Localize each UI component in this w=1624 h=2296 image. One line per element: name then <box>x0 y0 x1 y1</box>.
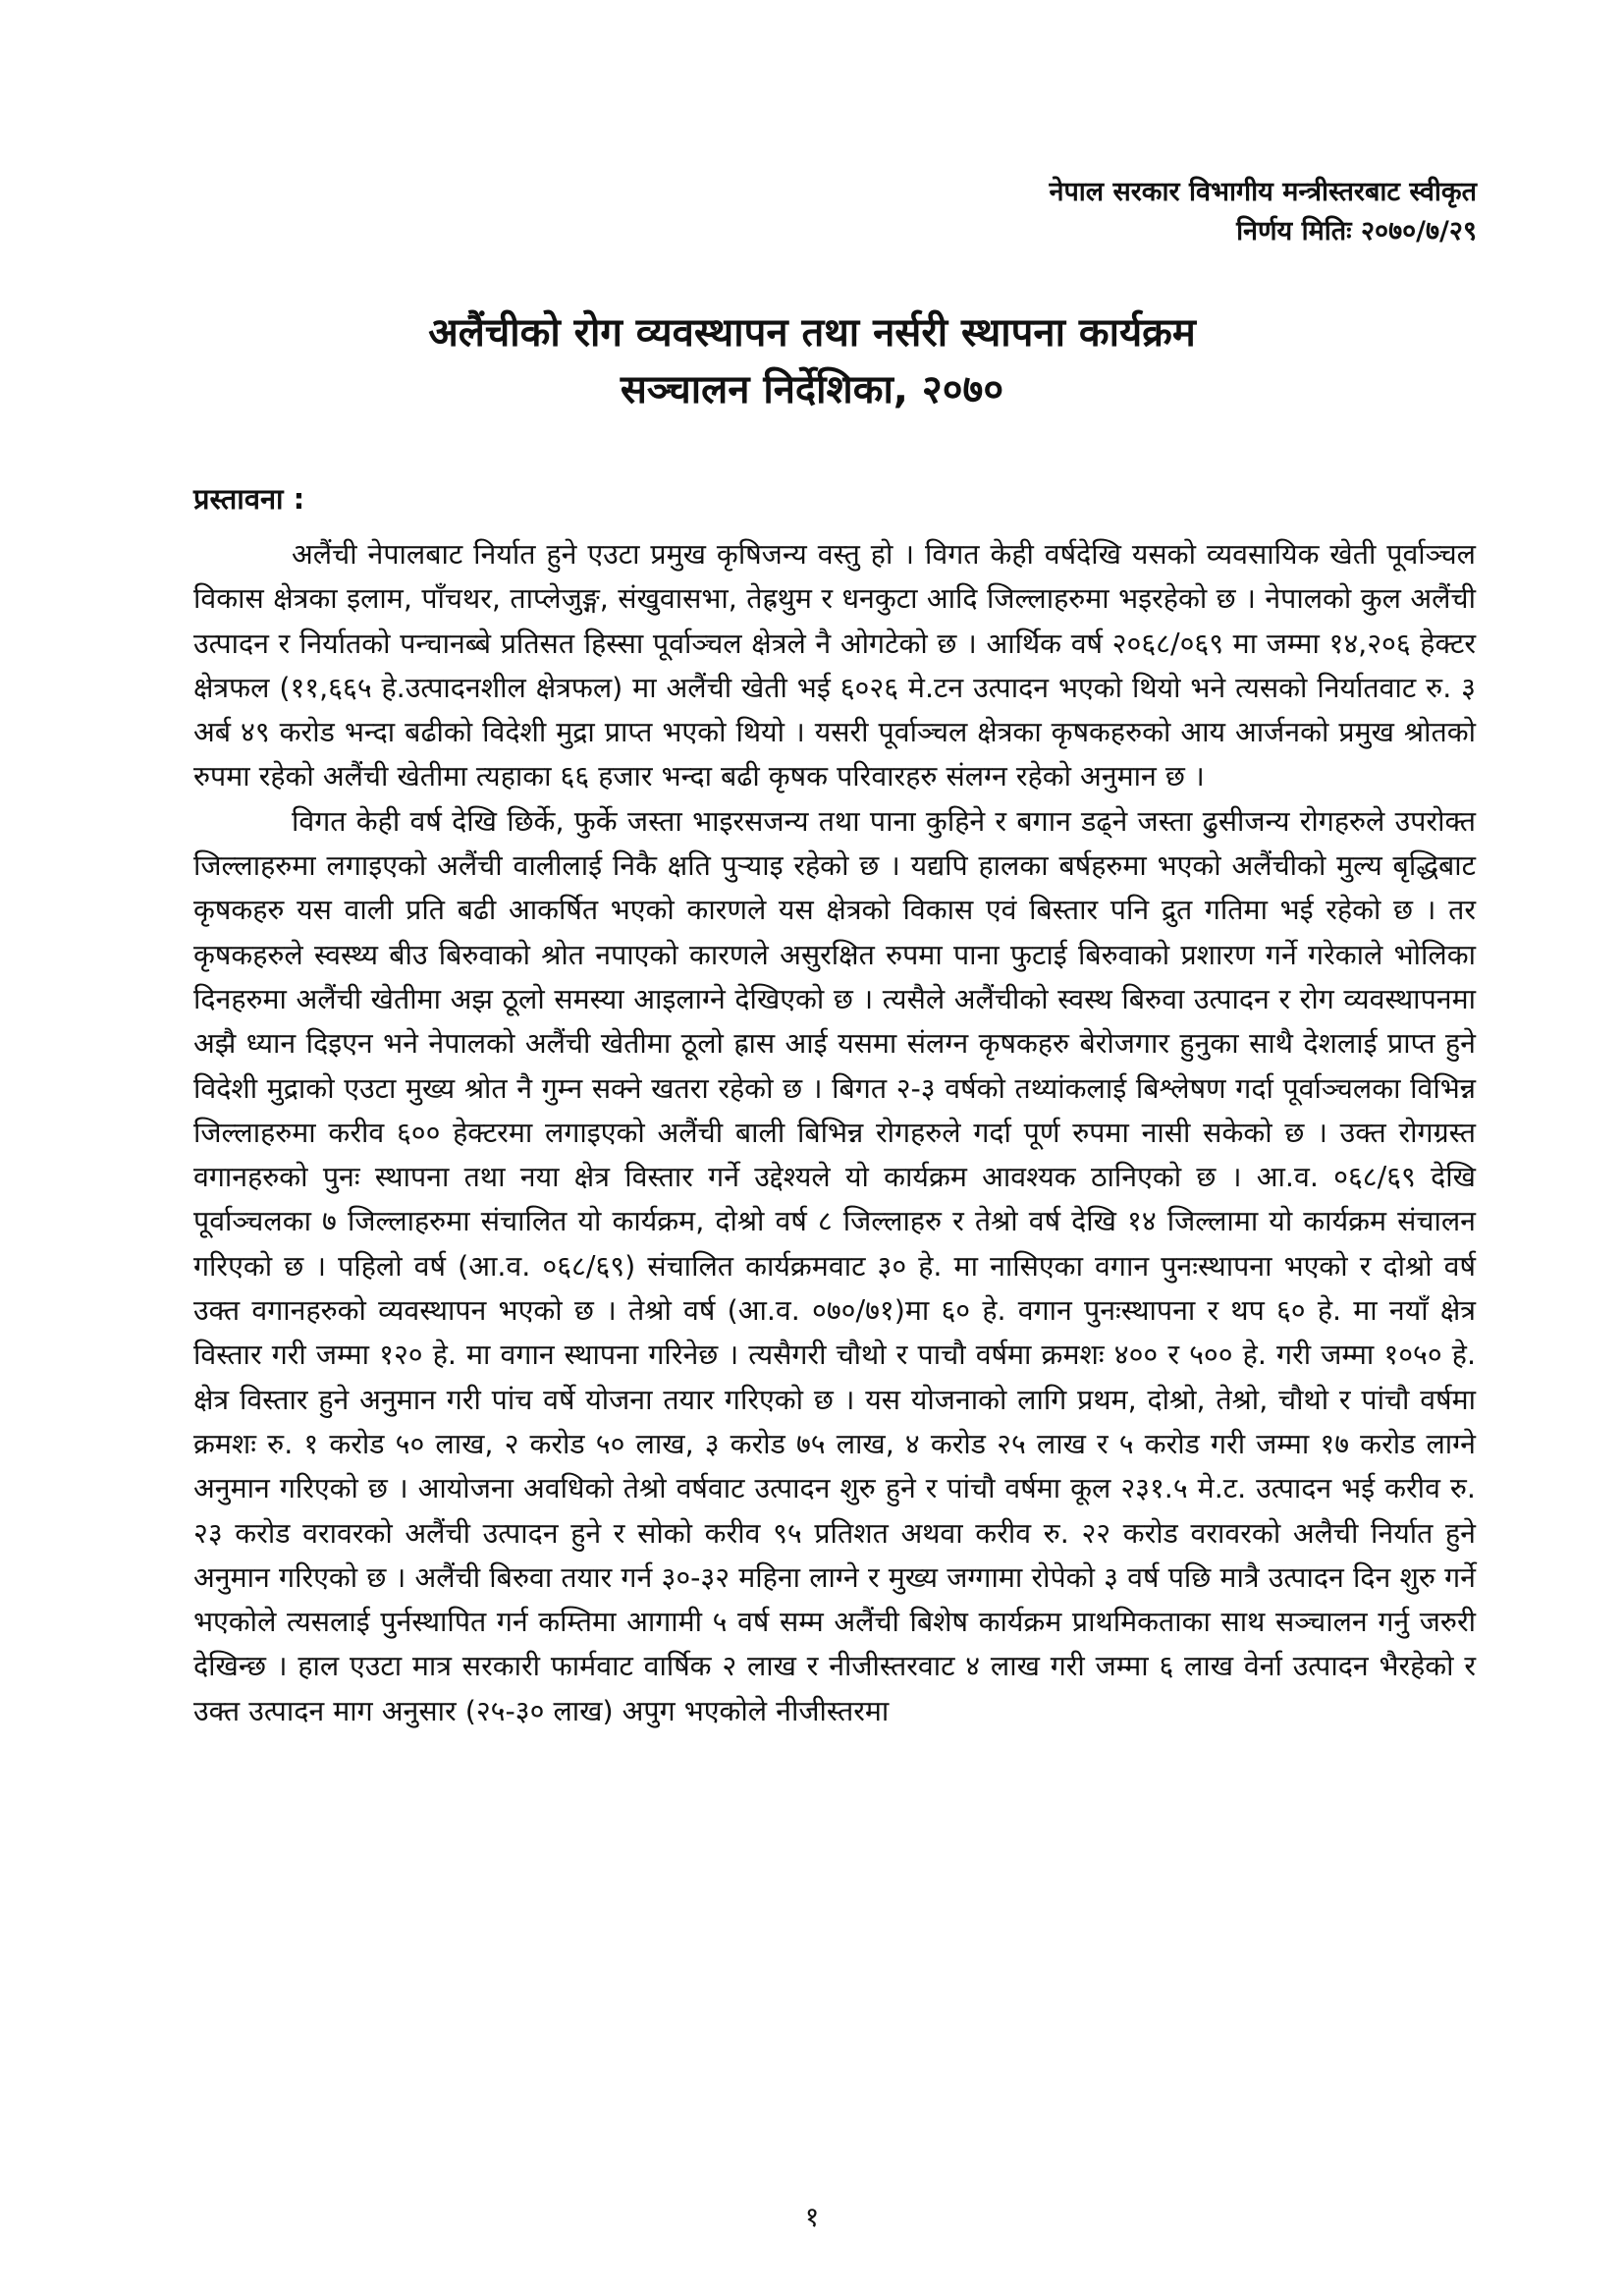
body-text <box>193 532 1476 1733</box>
document-title <box>147 304 1477 418</box>
title-line-1: अलैंचीको रोग व्यवस्थापन तथा नर्सरी स्थापना कार्यक्रम <box>428 310 1196 355</box>
approval-decision-date: निर्णय मितिः २०७०/७/२९ <box>1236 216 1477 246</box>
title-line-2: सञ्चालन निर्देशिका, २०७० <box>620 367 1004 412</box>
page-number: १ <box>804 2201 820 2233</box>
approval-line-1: नेपाल सरकार विभागीय मन्त्रीस्तरबाट स्वीकृत <box>1049 177 1477 207</box>
paragraph-2: विगत केही वर्ष देखि छिर्के, फुर्के जस्ता भाइरसजन्य तथा पाना कुहिने र बगान डढ्ने जस्ता ढुसीजन्य रोगहरुले उपरोक्त जिल्लाहरुमा लगाइएको अलैंची वालीलाई निकै क्षति पुऱ्याइ रहेको छ । यद्यपि हालका बर्षहरुमा भएको अलैंचीको मुल्य बृद्धिबाट कृषकहरु यस वाली प्रति बढी आकर्षित भएको कारणले यस क्षेत्रको विकास एवं बिस्तार पनि द्रुत गतिमा भई रहेको छ । तर कृषकहरुले स्वस्थ्य बीउ बिरुवाको श्रोत नपाएको कारणले असुरक्षित रुपमा पाना फुटाई बिरुवाको प्रशारण गर्ने गरेकाले भोलिका दिनहरुमा अलैंची खेतीमा अझ ठूलो समस्या आइलाग्ने देखिएको छ । त्यसैले अलैंचीको स्वस्थ बिरुवा उत्पादन र रोग व्यवस्थापनमा अझै ध्यान दिइएन भने नेपालको अलैंची खेतीमा ठूलो ह्रास आई यसमा संलग्न कृषकहरु बेरोजगार हुनुका साथै देशलाई प्राप्त हुने विदेशी मुद्राको एउटा मुख्य श्रोत नै गुम्न सक्ने खतरा रहेको छ । बिगत २-३ वर्षको तथ्यांकलाई बिश्लेषण गर्दा पूर्वाञ्चलका विभिन्न जिल्लाहरुमा करीव ६०० हेक्टरमा लगाइएको अलैंची बाली बिभिन्न रोगहरुले गर्दा पूर्ण रुपमा नासी सकेको छ । उक्त रोगग्रस्त वगानहरुको पुनः स्थापना तथा नया क्षेत्र विस्तार गर्ने उद्देश्यले यो कार्यक्रम आवश्यक ठानिएको छ । आ.व. ०६८/६९ देखि पूर्वाञ्चलका ७ जिल्लाहरुमा संचालित यो कार्यक्रम, दोश्रो वर्ष ८ जिल्लाहरु र तेश्रो वर्ष देखि १४ जिल्लामा यो कार्यक्रम संचालन गरिएको छ । पहिलो वर्ष (आ.व. ०६८/६९) संचालित कार्यक्रमवाट ३० हे. मा नासिएका वगान पुनःस्थापना भएको र दोश्रो वर्ष उक्त वगानहरुको व्यवस्थापन भएको छ । तेश्रो वर्ष (आ.व. ०७०/७१)मा ६० हे. वगान पुनःस्थापना र थप ६० हे. मा नयाँ क्षेत्र विस्तार गरी जम्मा १२० हे. मा वगान स्थापना गरिनेछ । त्यसैगरी चौथो र पाचौ वर्षमा क्रमशः ४०० र ५०० हे. गरी जम्मा १०५० हे. क्षेत्र विस्तार हुने अनुमान गरी पांच वर्षे योजना तयार गरिएको छ । यस योजनाको लागि प्रथम, दोश्रो, तेश्रो, चौथो र पांचौ वर्षमा क्रमशः रु. १ करोड ५० लाख, २ करोड ५० लाख, ३ करोड ७५ लाख, ४ करोड २५ लाख र ५ करोड गरी जम्मा १७ करोड लाग्ने अनुमान गरिएको छ । आयोजना अवधिको तेश्रो वर्षवाट उत्पादन शुरु हुने र पांचौ वर्षमा कूल २३१.५ मे.ट. उत्पादन भई करीव रु. २३ करोड वरावरको अलैंची उत्पादन हुने र सोको करीव ९५ प्रतिशत अथवा करीव रु. २२ करोड वरावरको अलैची निर्यात हुने अनुमान गरिएको छ । अलैंची बिरुवा तयार गर्न ३०-३२ महिना लाग्ने र मुख्य जग्गामा रोपेको ३ वर्ष पछि मात्रै उत्पादन दिन शुरु गर्ने भएकोले त्यसलाई पुर्नस्थापित गर्न कम्तिमा आगामी ५ वर्ष सम्म अलैंची बिशेष कार्यक्रम प्राथमिकताका साथ सञ्चालन गर्नु जरुरी देखिन्छ । हाल एउटा मात्र सरकारी फार्मवाट वार्षिक २ लाख र नीजीस्तरवाट ४ लाख गरी जम्मा ६ लाख वेर्ना उत्पादन भैरहेको र उक्त उत्पादन माग अनुसार (२५-३० लाख) अपुग भएकोले नीजीस्तरमा <box>193 804 1476 1727</box>
approval-note <box>1049 173 1477 251</box>
section-heading: प्रस्तावना : <box>193 482 305 516</box>
paragraph-1: अलैंची नेपालबाट निर्यात हुने एउटा प्रमुख कृषिजन्य वस्तु हो । विगत केही वर्षदेखि यसको व्यवसायिक खेती पूर्वाञ्चल विकास क्षेत्रका इलाम, पाँचथर, ताप्लेजुङ्ग, संखुवासभा, तेह्रथुम र धनकुटा आदि जिल्लाहरुमा भइरहेको छ । नेपालको कुल अलैंची उत्पादन र निर्यातको पन्चानब्बे प्रतिसत हिस्सा पूर्वाञ्चल क्षेत्रले नै ओगटेको छ । आर्थिक वर्ष २०६८/०६९ मा जम्मा १४,२०६ हेक्टर क्षेत्रफल (११,६६५ हे.उत्पादनशील क्षेत्रफल) मा अलैंची खेती भई ६०२६ मे.टन उत्पादन भएको थियो भने त्यसको निर्यातवाट रु. ३ अर्ब ४९ करोड भन्दा बढीको विदेशी मुद्रा प्राप्त भएको थियो । यसरी पूर्वाञ्चल क्षेत्रका कृषकहरुको आय आर्जनको प्रमुख श्रोतको रुपमा रहेको अलैंची खेतीमा त्यहाका ६६ हजार भन्दा बढी कृषक परिवारहरु संलग्न रहेको अनुमान छ । <box>193 538 1476 793</box>
